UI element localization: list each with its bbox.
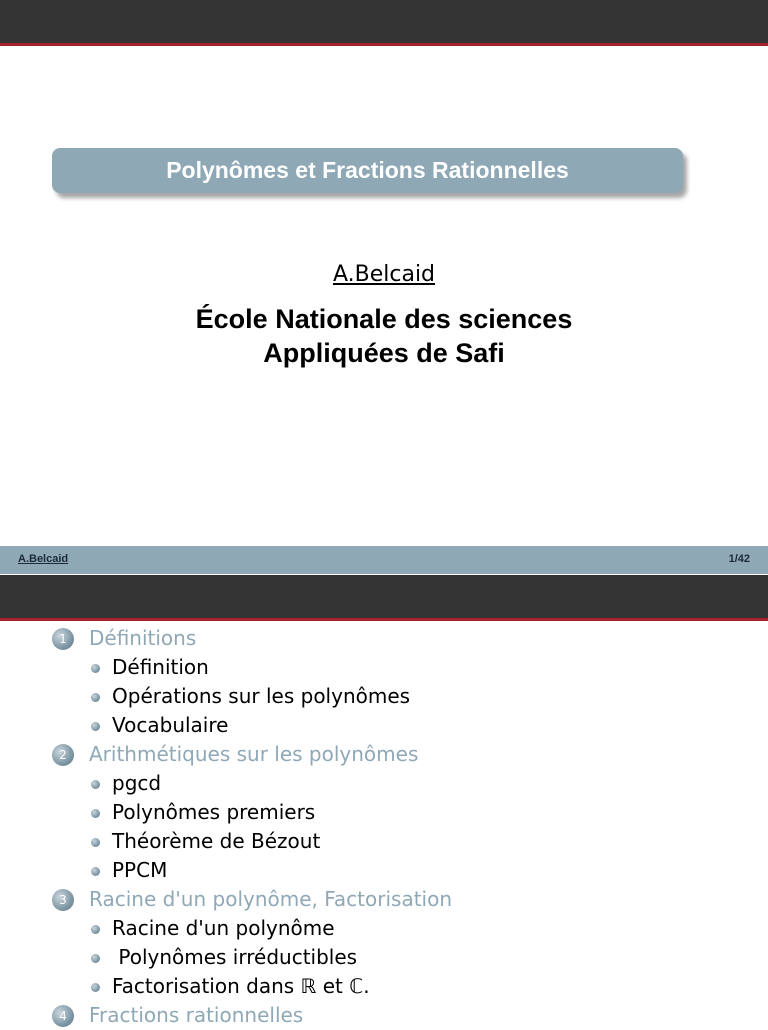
toc-subsection[interactable]: [0, 682, 768, 711]
slide-title: Polynômes et Fractions Rationnelles: [52, 148, 683, 193]
bullet-icon: [91, 954, 100, 963]
toc-section-label: Fractions rationnelles: [89, 1003, 304, 1027]
toc-section-label: Arithmétiques sur les polynômes: [89, 742, 419, 766]
toc-subsection-label: Polynômes premiers: [112, 800, 316, 824]
bullet-icon: [91, 693, 100, 702]
toc-subsection[interactable]: [0, 972, 768, 1001]
toc-section[interactable]: [0, 624, 768, 653]
toc-subsection[interactable]: [0, 769, 768, 798]
bullet-icon: [91, 809, 100, 818]
bullet-icon: [91, 867, 100, 876]
toc-subsection-label: pgcd: [112, 771, 162, 795]
toc-subsection[interactable]: [0, 711, 768, 740]
bullet-icon: [91, 838, 100, 847]
toc-subsection[interactable]: [0, 798, 768, 827]
institute-line-2: Appliquées de Safi: [263, 338, 505, 368]
toc-subsection-label: Factorisation dans ℝ et ℂ.: [112, 974, 370, 998]
toc-subsection[interactable]: [0, 856, 768, 885]
toc-subsection-label: Polynômes irréductibles: [112, 945, 358, 969]
toc-subsection-label: Définition: [112, 655, 209, 679]
bullet-icon: [91, 664, 100, 673]
section-number-ball: 4: [52, 1005, 74, 1027]
toc-section[interactable]: [0, 740, 768, 769]
toc-subsection[interactable]: [0, 827, 768, 856]
slide-header-bar: [0, 0, 768, 46]
institute: [0, 302, 768, 370]
toc-section[interactable]: [0, 885, 768, 914]
toc-section-label: Racine d'un polynôme, Factorisation: [89, 887, 453, 911]
footer-page-number: 1/42: [728, 553, 750, 565]
toc-section-label: Définitions: [89, 626, 197, 650]
bullet-icon: [91, 925, 100, 934]
bullet-icon: [91, 780, 100, 789]
section-number-ball: 1: [52, 628, 74, 650]
author-name: A.Belcaid: [332, 262, 436, 287]
bullet-icon: [91, 722, 100, 731]
toc-subsection-label: Théorème de Bézout: [112, 829, 321, 853]
table-of-contents: [0, 624, 768, 1030]
slide-footer: [0, 546, 768, 574]
toc-subsection-label: PPCM: [112, 858, 168, 882]
toc-subsection-label: Vocabulaire: [112, 713, 229, 737]
toc-section[interactable]: [0, 1001, 768, 1030]
bullet-icon: [91, 983, 100, 992]
section-number-ball: 2: [52, 744, 74, 766]
toc-subsection[interactable]: [0, 943, 768, 972]
toc-subsection-label: Opérations sur les polynômes: [112, 684, 411, 708]
institute-line-1: École Nationale des sciences: [195, 304, 573, 334]
toc-subsection[interactable]: [0, 653, 768, 682]
slide2-header-bar: [0, 575, 768, 621]
footer-author: A.Belcaid: [18, 553, 69, 565]
toc-subsection-label: Racine d'un polynôme: [112, 916, 335, 940]
section-number-ball: 3: [52, 889, 74, 911]
toc-subsection[interactable]: [0, 914, 768, 943]
